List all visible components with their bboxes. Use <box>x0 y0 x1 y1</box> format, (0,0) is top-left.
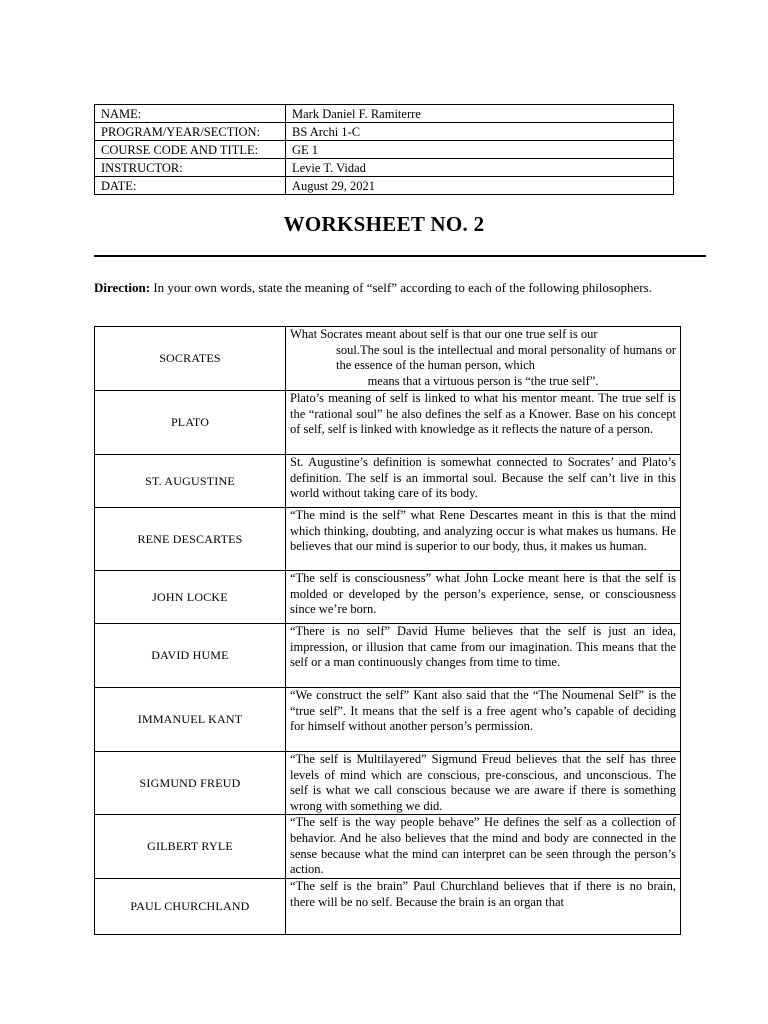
info-value: Levie T. Vidad <box>286 159 674 177</box>
table-row <box>95 327 681 391</box>
philosopher-name: DAVID HUME <box>95 624 286 688</box>
meaning-line: What Socrates meant about self is that our one true self is our <box>290 327 598 341</box>
info-label: DATE: <box>95 177 286 195</box>
table-row <box>95 391 681 455</box>
meaning-continuation: soul.The soul is the intellectual and moral personality of humans or the essence of the human person, which <box>336 342 676 373</box>
info-value: BS Archi 1-C <box>286 123 674 141</box>
student-info-table <box>94 104 674 195</box>
philosopher-meaning <box>286 327 681 391</box>
info-value: GE 1 <box>286 141 674 159</box>
table-row <box>95 571 681 624</box>
info-row-program <box>95 123 674 141</box>
philosopher-meaning: “We construct the self” Kant also said that the “The Noumenal Self” is the “true self”. It means that the self is a free agent who’s capable of deciding for himself without another person’s permission. <box>286 688 681 752</box>
direction-text: In your own words, state the meaning of “self” according to each of the following philosophers. <box>150 280 652 295</box>
info-value: Mark Daniel F. Ramiterre <box>286 105 674 123</box>
info-row-course <box>95 141 674 159</box>
philosopher-meaning: St. Augustine’s definition is somewhat connected to Socrates’ and Plato’s definition. The self is an immortal soul. Because the self can’t live in this world without taking care of its body. <box>286 455 681 508</box>
philosophers-table <box>94 326 681 935</box>
info-row-date <box>95 177 674 195</box>
philosopher-meaning: Plato’s meaning of self is linked to what his mentor meant. The true self is the “rational soul” he also defines the self as a Knower. Base on his concept of self, self is linked with knowledge as it reflects the nature of a person. <box>286 391 681 455</box>
philosopher-name: IMMANUEL KANT <box>95 688 286 752</box>
info-label: PROGRAM/YEAR/SECTION: <box>95 123 286 141</box>
philosopher-name: GILBERT RYLE <box>95 815 286 879</box>
table-row <box>95 688 681 752</box>
worksheet-title: WORKSHEET NO. 2 <box>283 212 485 236</box>
info-row-instructor <box>95 159 674 177</box>
title-divider <box>94 255 706 257</box>
direction-paragraph <box>94 279 674 296</box>
philosopher-meaning: “There is no self” David Hume believes that the self is just an idea, impression, or illusion that came from our imagination. This means that the self or a man continuously changes from time to time. <box>286 624 681 688</box>
table-row <box>95 508 681 571</box>
philosopher-name: SIGMUND FREUD <box>95 752 286 815</box>
table-row <box>95 815 681 879</box>
info-value: August 29, 2021 <box>286 177 674 195</box>
philosopher-name: ST. AUGUSTINE <box>95 455 286 508</box>
philosopher-meaning: “The self is Multilayered” Sigmund Freud believes that the self has three levels of mind which are conscious, pre-conscious, and unconscious. The self is what we call conscious because we are aware if there is something wrong with something we did. <box>286 752 681 815</box>
info-row-name <box>95 105 674 123</box>
philosopher-name: PLATO <box>95 391 286 455</box>
philosopher-name: JOHN LOCKE <box>95 571 286 624</box>
philosopher-meaning: “The self is the way people behave” He defines the self as a collection of behavior. And he also believes that the mind and body are connected in the sense because what the mind can interpret can be seen through the person’s action. <box>286 815 681 879</box>
philosopher-meaning: “The mind is the self” what Rene Descartes meant in this is that the mind which thinking, doubting, and analyzing occur is what makes us humans. He believes that our mind is superior to our body, thus, it makes us human. <box>286 508 681 571</box>
table-row <box>95 879 681 935</box>
meaning-last-line: means that a virtuous person is “the true self”. <box>367 373 599 388</box>
philosopher-meaning: “The self is consciousness” what John Locke meant here is that the self is molded or developed by the person’s experience, sense, or consciousness since we’re born. <box>286 571 681 624</box>
info-label: INSTRUCTOR: <box>95 159 286 177</box>
table-row <box>95 455 681 508</box>
info-label: COURSE CODE AND TITLE: <box>95 141 286 159</box>
info-label: NAME: <box>95 105 286 123</box>
direction-label: Direction: <box>94 280 151 295</box>
table-row <box>95 752 681 815</box>
philosopher-meaning: “The self is the brain” Paul Churchland believes that if there is no brain, there will be no self. Because the brain is an organ that <box>286 879 681 935</box>
philosopher-name: RENE DESCARTES <box>95 508 286 571</box>
philosopher-name: SOCRATES <box>95 327 286 391</box>
philosopher-name: PAUL CHURCHLAND <box>95 879 286 935</box>
table-row <box>95 624 681 688</box>
